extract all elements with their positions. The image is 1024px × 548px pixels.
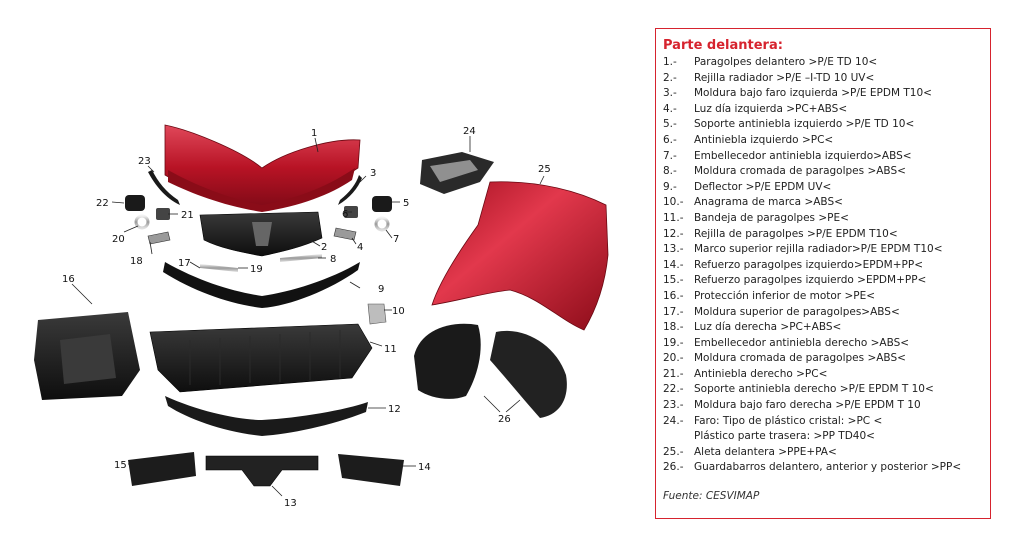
legend-item-number: 18.- (663, 321, 684, 334)
legend-item (663, 273, 990, 289)
legend-item (663, 398, 990, 414)
legend-item (663, 55, 990, 71)
part-radiator-frame (206, 456, 318, 486)
legend-item (663, 211, 990, 227)
callout-15: 15 (114, 460, 127, 471)
legend-item-number: 8.- (663, 165, 677, 178)
legend-item-text: Luz día derecha >PC+ABS< (694, 321, 842, 334)
part-reinforcement-left (338, 454, 404, 486)
callout-10: 10 (392, 306, 405, 317)
legend-item (663, 86, 990, 102)
legend-item-text: Rejilla radiador >P/E –I-TD 10 UV< (694, 71, 875, 84)
legend-item-text: Antiniebla izquierdo >PC< (694, 133, 834, 146)
legend-item-number: 26.- (663, 461, 684, 474)
callout-24: 24 (463, 126, 476, 137)
legend-item-number: 24.- (663, 414, 684, 427)
legend-item (663, 445, 990, 461)
legend-item (663, 429, 990, 445)
legend-item (663, 133, 990, 149)
legend-item-number: 5.- (663, 118, 677, 131)
legend-item (663, 289, 990, 305)
legend-item-number: 11.- (663, 211, 684, 224)
legend-item-text: Moldura bajo faro izquierda >P/E EPDM T10< (694, 87, 932, 100)
legend-item-text: Faro: Tipo de plástico cristal: >PC < (694, 414, 883, 427)
legend-item (663, 117, 990, 133)
legend-item-number: 25.- (663, 445, 684, 458)
legend-item-number: 9.- (663, 180, 677, 193)
part-fog-support-left (372, 196, 392, 212)
legend-item-text: Embellecedor antiniebla derecho >ABS< (694, 336, 910, 349)
callout-14: 14 (418, 462, 431, 473)
callout-26: 26 (498, 414, 511, 425)
legend-item (663, 258, 990, 274)
part-day-light-right (148, 232, 170, 244)
legend-item (663, 382, 990, 398)
legend-item-text: Moldura bajo faro derecha >P/E EPDM T 10 (694, 399, 921, 412)
part-fog-support-right (125, 195, 145, 211)
part-front-bumper (165, 125, 360, 210)
callout-23: 23 (138, 156, 151, 167)
part-chrome-strip-left (280, 254, 322, 262)
callout-19: 19 (250, 264, 263, 275)
legend-item-number: 2.- (663, 71, 677, 84)
legend-item-number: 7.- (663, 149, 677, 162)
legend-item (663, 180, 990, 196)
legend-item-number: 3.- (663, 87, 677, 100)
callout-22: 22 (96, 198, 109, 209)
legend-item (663, 351, 990, 367)
callout-25: 25 (538, 164, 551, 175)
legend-item (663, 242, 990, 258)
legend-item-number: 6.- (663, 133, 677, 146)
legend-item-text: Rejilla de paragolpes >P/E EPDM T10< (694, 227, 898, 240)
part-front-fender (432, 182, 608, 330)
legend-item-text: Paragolpes delantero >P/E TD 10< (694, 56, 878, 68)
callout-18: 18 (130, 256, 143, 267)
legend-item-number: 15.- (663, 274, 684, 287)
parts-legend (655, 28, 991, 519)
legend-item-text: Soporte antiniebla derecho >P/E EPDM T 10< (694, 383, 934, 396)
part-wheel-arch-rear (490, 331, 567, 418)
legend-item-text: Moldura cromada de paragolpes >ABS< (694, 165, 906, 178)
callout-8: 8 (330, 254, 337, 265)
legend-item-text: Luz día izquierda >PC+ABS< (694, 102, 848, 115)
legend-item-number: 1.- (663, 56, 677, 68)
legend-item (663, 414, 990, 430)
legend-item-text: Marco superior rejilla radiador>P/E EPDM T10< (694, 243, 943, 256)
legend-item-number: 23.- (663, 399, 684, 412)
part-chrome-strip-right (200, 264, 238, 272)
legend-item (663, 164, 990, 180)
callout-17: 17 (178, 258, 191, 269)
legend-item-text: Anagrama de marca >ABS< (694, 196, 843, 209)
callout-6: 6 (342, 209, 349, 220)
legend-item (663, 102, 990, 118)
legend-item (663, 195, 990, 211)
part-fog-light-right (156, 208, 170, 220)
legend-item-text: Antiniebla derecho >PC< (694, 367, 828, 380)
part-engine-protector-panel (60, 334, 116, 384)
legend-item-text: Embellecedor antiniebla izquierdo>ABS< (694, 149, 912, 162)
legend-item (663, 227, 990, 243)
callout-9: 9 (378, 284, 385, 295)
legend-item-text: Soporte antiniebla izquierdo >P/E TD 10< (694, 118, 915, 131)
callout-21: 21 (181, 210, 194, 221)
callout-11: 11 (384, 344, 397, 355)
legend-item-text: Deflector >P/E EPDM UV< (694, 180, 832, 193)
legend-item (663, 71, 990, 87)
legend-item-number: 4.- (663, 102, 677, 115)
legend-item-text: Guardabarros delantero, anterior y posterior >PP< (694, 461, 962, 474)
part-brand-badge (368, 304, 386, 324)
legend-item-text: Refuerzo paragolpes izquierdo >EPDM+PP< (694, 274, 927, 287)
legend-item-number: 22.- (663, 383, 684, 396)
legend-item-number: 10.- (663, 196, 684, 209)
callout-7: 7 (393, 234, 400, 245)
legend-item-text: Moldura superior de paragolpes>ABS< (694, 305, 900, 318)
callout-16: 16 (62, 274, 75, 285)
legend-item-text: Aleta delantera >PPE+PA< (694, 445, 837, 458)
callout-1: 1 (311, 128, 318, 139)
legend-title: Parte delantera: (663, 38, 783, 53)
callout-5: 5 (403, 198, 410, 209)
legend-item (663, 336, 990, 352)
legend-item (663, 320, 990, 336)
legend-item-text: Bandeja de paragolpes >PE< (694, 211, 849, 224)
legend-item-number: 17.- (663, 305, 684, 318)
callout-3: 3 (370, 168, 377, 179)
callout-2: 2 (321, 242, 328, 253)
legend-item-number: 16.- (663, 289, 684, 302)
legend-item-number: 14.- (663, 258, 684, 271)
legend-item (663, 305, 990, 321)
part-wheel-arch-front (414, 324, 481, 399)
legend-item-number: 21.- (663, 367, 684, 380)
callout-12: 12 (388, 404, 401, 415)
legend-item (663, 367, 990, 383)
legend-item-text: Plástico parte trasera: >PP TD40< (694, 430, 875, 443)
legend-item-number: 20.- (663, 352, 684, 365)
part-day-light-left (334, 228, 356, 240)
source-credit: Fuente: CESVIMAP (663, 490, 760, 503)
part-bumper-tray (150, 324, 372, 392)
legend-item-text: Refuerzo paragolpes izquierdo>EPDM+PP< (694, 258, 923, 271)
part-bumper-grid (165, 396, 368, 436)
legend-item-number: 13.- (663, 243, 684, 256)
callout-13: 13 (284, 498, 297, 509)
legend-item (663, 149, 990, 165)
part-chrome-ring-left (376, 218, 388, 230)
legend-list (663, 55, 990, 476)
legend-item-text: Protección inferior de motor >PE< (694, 289, 876, 302)
legend-item (663, 460, 990, 476)
legend-item-number: 19.- (663, 336, 684, 349)
callout-4: 4 (357, 242, 364, 253)
legend-item-number: 12.- (663, 227, 684, 240)
legend-item-text: Moldura cromada de paragolpes >ABS< (694, 352, 906, 365)
part-reinforcement-right (128, 452, 196, 486)
callout-20: 20 (112, 234, 125, 245)
